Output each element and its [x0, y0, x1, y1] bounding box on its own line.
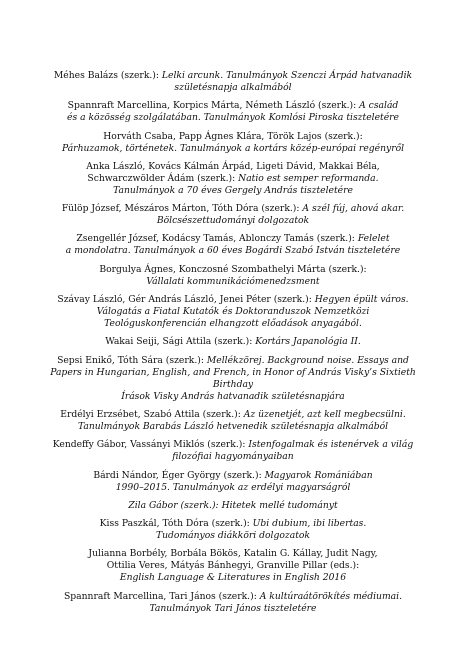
- entry-line: [40, 379, 426, 391]
- publication-list: [40, 70, 426, 621]
- title-text: A kultúraátörökítés médiumai.: [259, 590, 403, 602]
- publication-entry: [40, 203, 426, 227]
- editors-text: Szávay László, Gér András László, Jenei Péter (szerk.):: [57, 294, 315, 306]
- entry-line: [40, 131, 426, 143]
- entry-line: [40, 215, 426, 227]
- entry-line: [40, 470, 426, 482]
- publication-entry: [40, 336, 426, 348]
- publication-entry: [40, 409, 426, 433]
- title-text: English Language & Literatures in English 2016: [119, 572, 347, 584]
- title-text: Lelki arcunk. Tanulmányok Szenczi Árpád hatvanadik: [161, 70, 413, 81]
- editors-text: Sepsi Enikő, Tóth Sára (szerk.):: [57, 354, 207, 366]
- title-text: Kortárs Japanológia II.: [255, 336, 361, 348]
- publication-entry: [40, 233, 426, 257]
- entry-line: [40, 500, 426, 512]
- editors-text: Wakai Seiji, Sági Attila (szerk.):: [105, 336, 256, 348]
- title-text: Felelet: [357, 233, 390, 245]
- editors-text: Ottilia Veres, Mátyás Bánhegyi, Granville Pillar (eds.):: [106, 560, 360, 572]
- publication-entry: [40, 500, 426, 512]
- entry-line: [40, 318, 426, 330]
- entry-line: [40, 482, 426, 494]
- editors-text: Spannraft Marcellina, Tari János (szerk.):: [63, 590, 260, 602]
- title-text: Bölcsészettudományi dolgozatok: [156, 215, 310, 227]
- title-text: 1990–2015. Tanulmányok az erdélyi magyarságról: [115, 481, 351, 493]
- entry-line: [40, 572, 426, 584]
- publication-entry: [40, 264, 426, 288]
- editors-text: Kiss Paszkál, Tóth Dóra (szerk.):: [99, 518, 253, 530]
- publication-entry: [40, 131, 426, 155]
- editors-text: Schwarczwölder Ádám (szerk.):: [87, 172, 239, 184]
- title-text: Zila Gábor (szerk.):: [128, 499, 222, 511]
- editors-text: Borgulya Ágnes, Konczosné Szombathelyi Márta (szerk.):: [99, 263, 367, 275]
- title-text: Vállalati kommunikációmenedzsment: [146, 275, 320, 287]
- editors-text: Kendeffy Gábor, Vassányi Miklós (szerk.):: [52, 439, 249, 451]
- title-text: A család: [359, 100, 399, 112]
- publication-entry: [40, 100, 426, 124]
- publication-entry: [40, 591, 426, 615]
- entry-line: [40, 336, 426, 348]
- entry-line: [40, 203, 426, 215]
- entry-line: [40, 409, 426, 421]
- title-text: filozófiai hagyományaiban: [172, 451, 294, 463]
- publication-entry: [40, 518, 426, 542]
- entry-line: [40, 355, 426, 367]
- entry-line: [40, 70, 426, 82]
- editors-text: Julianna Borbély, Borbála Bökös, Katalin G. Kállay, Judit Nagy,: [88, 548, 378, 560]
- title-text: Istenfogalmak és istenérvek a világ: [248, 439, 414, 451]
- entry-line: [40, 112, 426, 124]
- title-text: Tanulmányok Tari János tiszteletére: [149, 602, 317, 614]
- publication-entry: [40, 294, 426, 330]
- publication-entry: [40, 548, 426, 584]
- title-text: Papers in Hungarian, English, and French, in Honor of András Visky’s Sixtieth: [50, 366, 416, 378]
- editors-text: Anka László, Kovács Kálmán Árpád, Ligeti Dávid, Makkai Béla,: [86, 160, 380, 172]
- title-text: Írások Visky András hatvanadik születésnapjára: [121, 390, 345, 402]
- entry-line: [40, 264, 426, 276]
- title-text: Hegyen épült város.: [314, 294, 409, 306]
- entry-line: [40, 560, 426, 572]
- title-text: Párhuzamok, történetek. Tanulmányok a kortárs közép-európai regényről: [61, 142, 405, 154]
- editors-text: Fülöp József, Mészáros Márton, Tóth Dóra (szerk.):: [61, 203, 303, 215]
- entry-line: [40, 173, 426, 185]
- editors-text: Bárdi Nándor, Éger György (szerk.):: [93, 469, 265, 481]
- title-text: Mellékzörej. Background noise. Essays and: [206, 354, 409, 366]
- publication-entry: [40, 355, 426, 403]
- publication-entry: [40, 439, 426, 463]
- publication-entry: [40, 70, 426, 94]
- editors-text: Spannraft Marcellina, Korpics Márta, Németh László (szerk.):: [67, 100, 360, 112]
- title-text: és a közösség szolgálatában. Tanulmányok Komlósi Piroska tiszteletére: [67, 112, 399, 124]
- title-text: Tudományos diákköri dolgozatok: [155, 530, 310, 542]
- title-text: születésnapja alkalmából: [174, 82, 292, 93]
- entry-line: [40, 161, 426, 173]
- title-text: Hitetek mellé tudományt: [221, 499, 338, 511]
- editors-text: Erdélyi Erzsébet, Szabó Attila (szerk.):: [60, 408, 244, 420]
- title-text: Tanulmányok a 70 éves Gergely András tiszteletére: [113, 184, 353, 196]
- title-text: Tanulmányok Barabás László hetvenedik születésnapja alkalmából: [77, 420, 389, 432]
- publication-entry: [40, 161, 426, 197]
- entry-line: [40, 245, 426, 257]
- entry-line: [40, 391, 426, 403]
- entry-line: [40, 518, 426, 530]
- entry-line: [40, 548, 426, 560]
- title-text: Válogatás a Fiatal Kutatók és Doktoranduszok Nemzetközi: [96, 306, 370, 318]
- entry-line: [40, 143, 426, 155]
- entry-line: [40, 294, 426, 306]
- entry-line: [40, 439, 426, 451]
- entry-line: [40, 233, 426, 245]
- entry-line: [40, 451, 426, 463]
- title-text: Teológuskonferencián elhangzott előadások anyagából.: [104, 318, 362, 330]
- entry-line: [40, 367, 426, 379]
- editors-text: Méhes Balázs (szerk.):: [53, 70, 162, 81]
- entry-line: [40, 591, 426, 603]
- entry-line: [40, 603, 426, 615]
- title-text: Birthday: [212, 378, 254, 390]
- title-text: Az üzenetjét, azt kell megbecsülni.: [243, 408, 406, 420]
- editors-text: Horváth Csaba, Papp Ágnes Klára, Török Lajos (szerk.):: [103, 130, 363, 142]
- publication-entry: [40, 470, 426, 494]
- title-text: Natio est semper reformanda.: [238, 172, 379, 184]
- editors-text: Zsengellér József, Kodácsy Tamás, Ablonczy Tamás (szerk.):: [76, 233, 358, 245]
- entry-line: [40, 421, 426, 433]
- entry-line: [40, 82, 426, 94]
- entry-line: [40, 185, 426, 197]
- entry-line: [40, 306, 426, 318]
- title-text: a mondolatra. Tanulmányok a 60 éves Bogárdi Szabó István tiszteletére: [65, 245, 401, 257]
- title-text: Ubi dubium, ibi libertas.: [252, 518, 367, 530]
- title-text: A szél fúj, ahová akar.: [302, 203, 405, 215]
- entry-line: [40, 276, 426, 288]
- entry-line: [40, 530, 426, 542]
- title-text: Magyarok Romániában: [264, 469, 373, 481]
- entry-line: [40, 100, 426, 112]
